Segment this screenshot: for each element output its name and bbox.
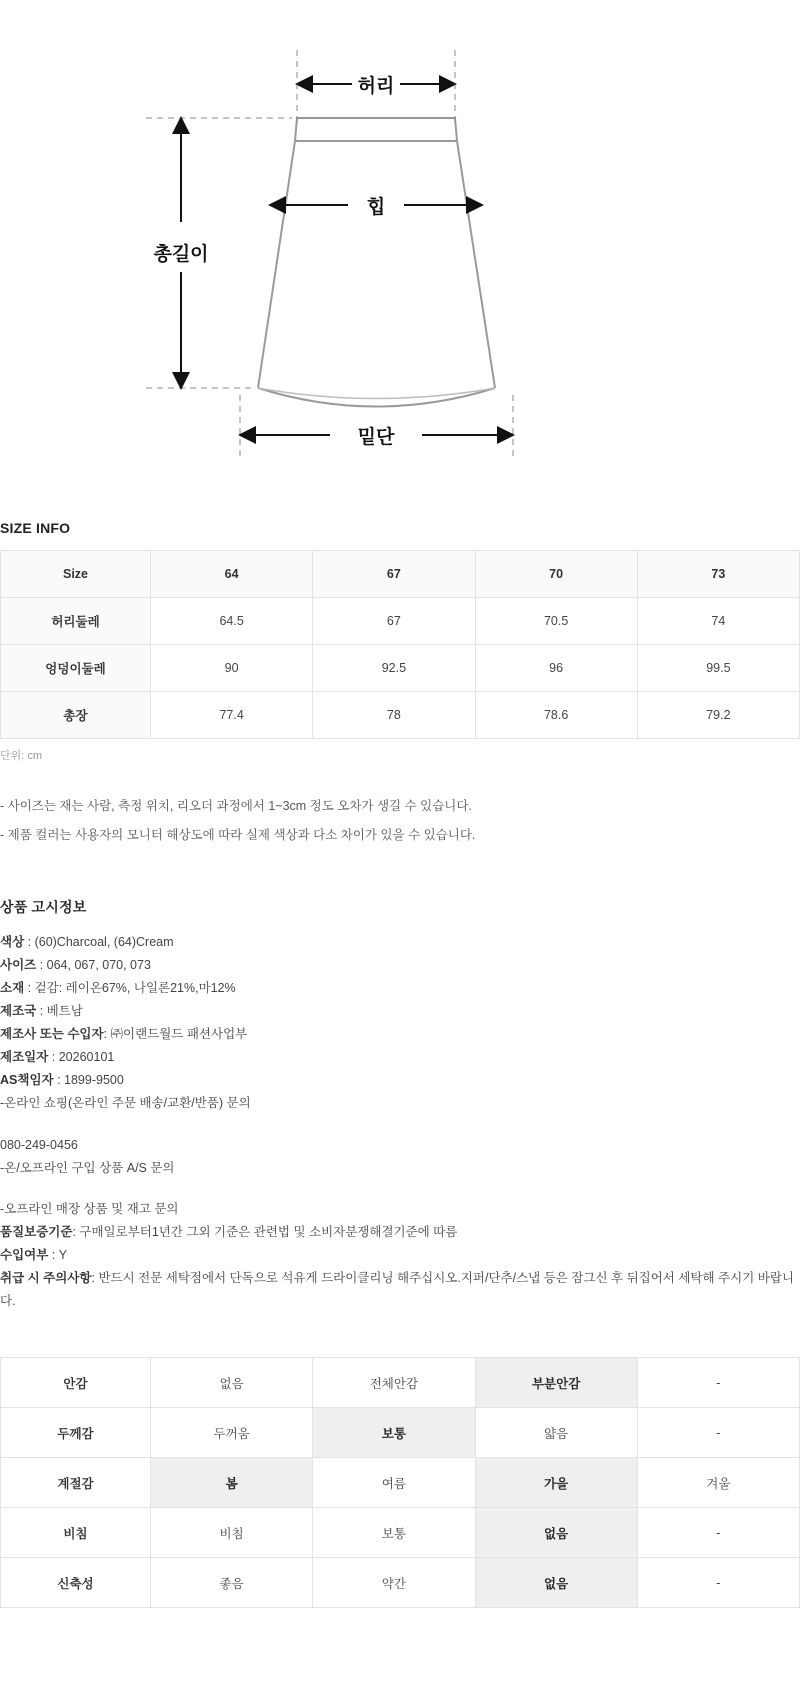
table-row — [1, 1408, 800, 1458]
attr-cell-4-1: 약간 — [313, 1558, 475, 1608]
attr-row-label-2: 계절감 — [1, 1458, 151, 1508]
notice-sep: : — [36, 1003, 47, 1018]
notice-item — [0, 1157, 800, 1180]
hem-label: 밑단 — [357, 427, 395, 448]
attr-row-label-4: 신축성 — [1, 1558, 151, 1608]
waist-label: 허리 — [357, 76, 395, 97]
notice-key: 제조사 또는 수입자 — [0, 1027, 104, 1041]
size-cell-2-2: 78.6 — [475, 692, 637, 739]
size-cell-1-0: 90 — [151, 645, 313, 692]
attr-cell-4-0: 좋음 — [151, 1558, 313, 1608]
notice-key: 취급 시 주의사항 — [0, 1271, 92, 1286]
unit-note: 단위: cm — [0, 750, 43, 762]
notice-key: 제조일자 — [0, 1050, 49, 1065]
size-cell-2-3: 79.2 — [637, 692, 799, 739]
table-row — [1, 692, 800, 739]
notice-item — [0, 1221, 800, 1244]
table-row — [1, 1558, 800, 1608]
notice-sep: : — [103, 1027, 111, 1041]
attr-cell-0-0: 없음 — [151, 1358, 313, 1408]
notice-item — [0, 931, 800, 954]
total-length-dimension — [153, 118, 208, 388]
size-cell-2-0: 77.4 — [151, 692, 313, 739]
notice-key: 품질보증기준 — [0, 1224, 73, 1239]
notice-key: 색상 — [0, 934, 25, 949]
attr-cell-2-1: 여름 — [313, 1458, 475, 1508]
size-cell-1-3: 99.5 — [637, 645, 799, 692]
size-col-header-1: 64 — [151, 551, 313, 598]
notice-value: 겉감: 레이온67%, 나일론21%,마12% — [34, 980, 236, 995]
size-col-header-2: 67 — [313, 551, 475, 598]
table-row — [1, 1358, 800, 1408]
notice-item — [0, 1023, 800, 1046]
size-cell-2-1: 78 — [313, 692, 475, 739]
total-length-label: 총길이 — [153, 244, 209, 265]
attr-row-label-1: 두께감 — [1, 1408, 151, 1458]
skirt-illustration — [258, 118, 495, 407]
size-table — [0, 550, 800, 739]
notice-value: 1899-9500 — [64, 1073, 124, 1088]
attr-cell-2-0: 봄 — [151, 1458, 313, 1508]
waist-dimension — [297, 74, 455, 97]
attr-cell-0-1: 전체안감 — [313, 1358, 475, 1408]
table-row — [1, 1458, 800, 1508]
attr-row-label-3: 비침 — [1, 1508, 151, 1558]
notice-sep: : — [72, 1224, 80, 1239]
notice-item — [0, 1134, 800, 1157]
notice-sep: : — [36, 957, 47, 972]
notice-item — [0, 1046, 800, 1069]
notice-value: ㈜이랜드월드 패션사업부 — [110, 1027, 248, 1041]
notice-value: -온/오프라인 구입 상품 A/S 문의 — [0, 1160, 175, 1175]
attr-cell-4-3: - — [637, 1558, 799, 1608]
size-note-0: - 사이즈는 재는 사람, 측정 위치, 리오더 과정에서 1~3cm 정도 오차가 생길 수 있습니다. — [0, 799, 472, 813]
size-col-header-0: Size — [1, 551, 151, 598]
notice-value: -오프라인 매장 상품 및 재고 문의 — [0, 1201, 179, 1216]
attr-cell-3-3: - — [637, 1508, 799, 1558]
notice-key: 수입여부 — [0, 1248, 49, 1262]
size-row-label-1: 엉덩이둘레 — [1, 645, 151, 692]
notice-value: 064, 067, 070, 073 — [46, 957, 151, 972]
size-cell-0-3: 74 — [637, 598, 799, 645]
attr-cell-2-3: 겨울 — [637, 1458, 799, 1508]
table-row — [1, 598, 800, 645]
size-row-label-0: 허리둘레 — [1, 598, 151, 645]
attr-cell-1-1: 보통 — [313, 1408, 475, 1458]
size-row-label-2: 총장 — [1, 692, 151, 739]
table-row — [1, 1508, 800, 1558]
size-cell-1-2: 96 — [475, 645, 637, 692]
attr-row-label-0: 안감 — [1, 1358, 151, 1408]
attr-cell-1-2: 얇음 — [475, 1408, 637, 1458]
attr-cell-0-3: - — [637, 1358, 799, 1408]
table-header-row — [1, 551, 800, 598]
attr-cell-2-2: 가을 — [475, 1458, 637, 1508]
size-cell-0-2: 70.5 — [475, 598, 637, 645]
notice-sep: : — [24, 934, 35, 949]
size-cell-0-1: 67 — [313, 598, 475, 645]
size-notes — [0, 797, 800, 845]
notice-item — [0, 1267, 800, 1313]
size-cell-1-1: 92.5 — [313, 645, 475, 692]
notice-key: 제조국 — [0, 1003, 37, 1018]
notice-key: 사이즈 — [0, 957, 37, 972]
size-info-section — [0, 520, 800, 845]
size-diagram — [0, 0, 800, 520]
attr-cell-3-1: 보통 — [313, 1508, 475, 1558]
notice-value: -온라인 쇼핑(온라인 주문 배송/교환/반품) 문의 — [0, 1096, 251, 1111]
size-col-header-4: 73 — [637, 551, 799, 598]
notice-sep: : — [53, 1073, 65, 1088]
product-notice-list — [0, 931, 800, 1314]
hip-label: 힙 — [366, 197, 386, 218]
size-col-header-3: 70 — [475, 551, 637, 598]
notice-item — [0, 1000, 800, 1023]
notice-sep: : — [48, 1248, 59, 1262]
notice-value: Y — [58, 1248, 68, 1262]
attributes-table — [0, 1357, 800, 1608]
attr-cell-3-0: 비침 — [151, 1508, 313, 1558]
hip-dimension — [270, 195, 482, 218]
notice-value: 베트남 — [46, 1003, 83, 1018]
notice-value: 구매일로부터1년간 그외 기준은 관련법 및 소비자분쟁해결기준에 따름 — [79, 1224, 458, 1239]
notice-sep: : — [24, 980, 35, 995]
size-note-1: - 제품 컬러는 사용자의 모니터 해상도에 따라 실제 색상과 다소 차이가 있을 수 있습니다. — [0, 827, 476, 842]
notice-item — [0, 1244, 800, 1267]
notice-sep: : — [48, 1050, 59, 1065]
product-notice-title: 상품 고시정보 — [0, 898, 87, 915]
notice-key: 소재 — [0, 980, 25, 995]
notice-item — [0, 954, 800, 977]
notice-value: 반드시 전문 세탁점에서 단독으로 석유게 드라이클리닝 해주십시오.지퍼/단추/스냅 등은 잠그신 후 뒤집어서 세탁해 주시기 바랍니다. — [0, 1271, 794, 1309]
notice-spacer — [0, 1116, 800, 1134]
notice-item — [0, 1198, 800, 1221]
notice-value: (60)Charcoal, (64)Cream — [34, 934, 174, 949]
size-info-title: SIZE INFO — [0, 520, 71, 536]
notice-spacer — [0, 1180, 800, 1198]
notice-sep: : — [91, 1271, 99, 1286]
product-notice-section — [0, 897, 800, 1314]
notice-value: 20260101 — [58, 1050, 115, 1065]
notice-item — [0, 1092, 800, 1115]
attr-cell-4-2: 없음 — [475, 1558, 637, 1608]
attr-cell-3-2: 없음 — [475, 1508, 637, 1558]
notice-item — [0, 1069, 800, 1092]
attr-cell-1-3: - — [637, 1408, 799, 1458]
table-row — [1, 645, 800, 692]
size-cell-0-0: 64.5 — [151, 598, 313, 645]
notice-value: 080-249-0456 — [0, 1137, 78, 1152]
attr-cell-0-2: 부분안감 — [475, 1358, 637, 1408]
attr-cell-1-0: 두꺼움 — [151, 1408, 313, 1458]
notice-key: AS책임자 — [0, 1073, 54, 1088]
hem-dimension — [240, 425, 513, 448]
notice-item — [0, 977, 800, 1000]
